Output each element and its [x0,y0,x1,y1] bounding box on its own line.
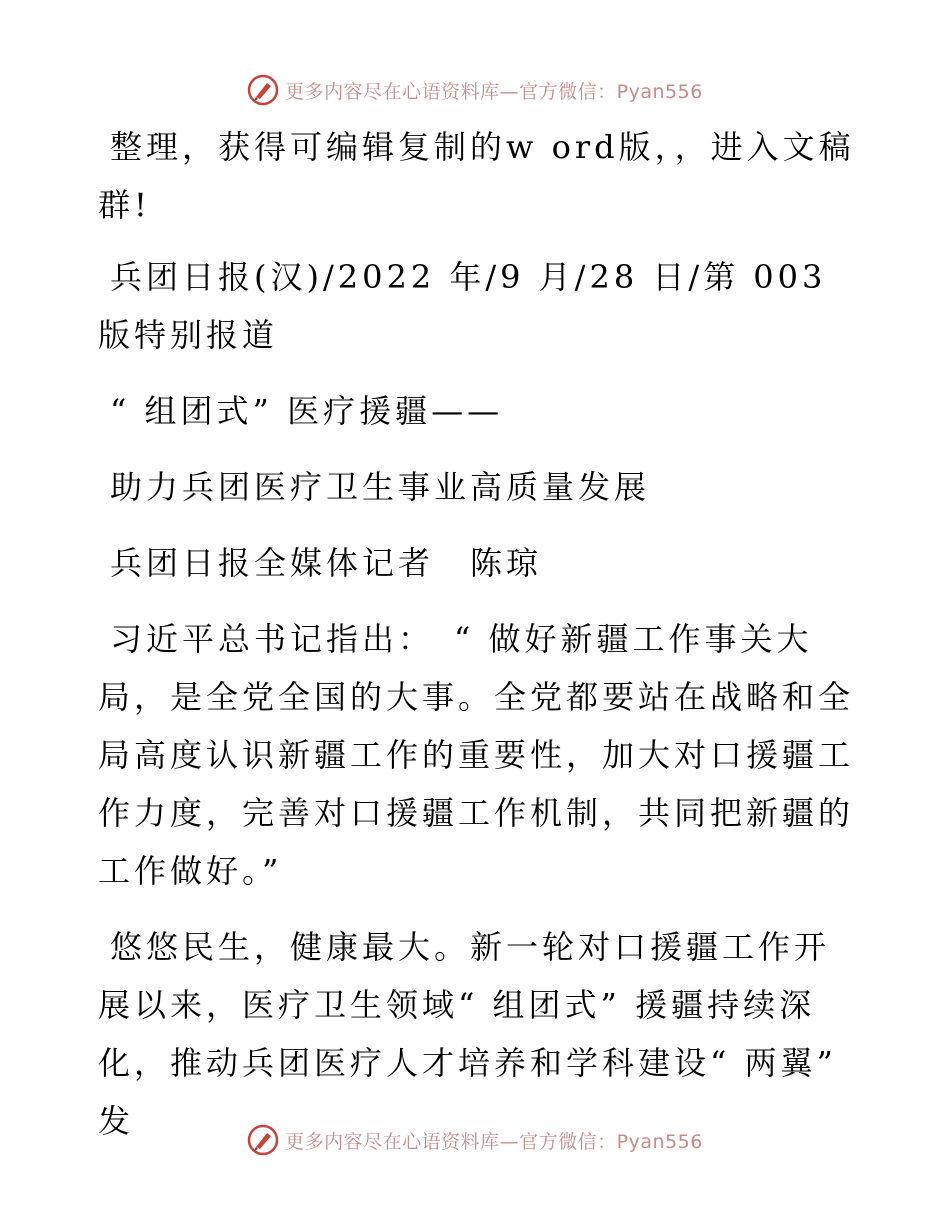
paragraph-quote: 习近平总书记指出： “ 做好新疆工作事关大局，是全党全国的大事。全党都要站在战略和全局高度认识新疆工作的重要性，加大对口援疆工作力度，完善对口援疆工作机制，共同把新疆的工作做好。” [98,620,855,890]
paragraph-intro: 整理，获得可编辑复制的w ord版，，进入文稿群! [98,128,855,224]
quill-pen-logo-icon [247,74,279,106]
article-subtitle: 助力兵团医疗卫生事业高质量发展 [110,468,651,506]
document-body [98,118,858,1150]
article-byline: 兵团日报全媒体记者 陈琼 [110,544,543,582]
header-watermark [0,70,950,110]
quill-pen-logo-icon [247,1124,279,1156]
footer-watermark [0,1120,950,1160]
paragraph-body: 悠悠民生，健康最大。新一轮对口援疆工作开展以来，医疗卫生领域“ 组团式” 援疆持续深化，推动兵团医疗人才培养和学科建设“ 两翼” 发 [98,928,852,1140]
article-title: “ 组团式” 医疗援疆—— [110,392,504,430]
paragraph-source: 兵团日报(汉)/2022 年/9 月/28 日/第 003 版特别报道 [98,258,841,354]
watermark-text: 更多内容尽在心语资料库—官方微信：Pyan556 [285,1130,703,1153]
watermark-text: 更多内容尽在心语资料库—官方微信：Pyan556 [285,80,703,103]
